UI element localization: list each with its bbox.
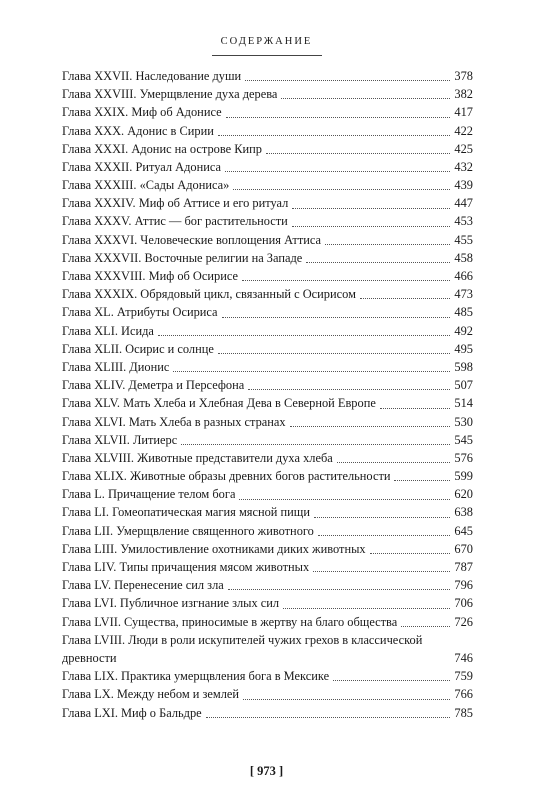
toc-entry	[62, 140, 473, 158]
toc-entry	[62, 504, 473, 522]
toc-entry	[62, 449, 473, 467]
dot-leader	[266, 149, 450, 154]
dot-leader	[218, 131, 451, 136]
toc-entry	[62, 685, 473, 703]
toc-entry	[62, 576, 473, 594]
page-number: [ 973 ]	[249, 764, 284, 778]
toc-entry-title: Глава LVIII. Люди в роли искупителей чужих грехов в классической древности	[62, 632, 423, 665]
toc-entry-page: 766	[454, 687, 473, 702]
toc-entry-page: 645	[454, 523, 473, 538]
toc-entry	[62, 322, 473, 340]
dot-leader	[325, 240, 450, 245]
toc-entry	[62, 231, 473, 249]
toc-entry	[62, 431, 473, 449]
toc-entry-title: Глава XLI. Исида	[62, 323, 154, 338]
toc-entry-page: 638	[454, 505, 473, 520]
toc-entry-title: Глава XLII. Осирис и солнце	[62, 341, 214, 356]
toc-entry	[62, 485, 473, 503]
toc-entry	[62, 631, 473, 667]
toc-entry-title: Глава LIV. Типы причащения мясом животных	[62, 560, 310, 575]
toc-entry-title: Глава XXXVI. Человеческие воплощения Аттиса	[62, 232, 322, 247]
dot-leader	[242, 276, 450, 281]
dot-leader	[313, 567, 450, 572]
toc-entry-title: Глава LVI. Публичное изгнание злых сил	[62, 596, 280, 611]
dot-leader	[158, 331, 450, 336]
toc-entry-page: 796	[454, 578, 473, 593]
toc-entry-page: 492	[454, 323, 473, 338]
toc-entry	[62, 122, 473, 140]
toc-entry-page: 759	[454, 669, 473, 684]
toc-entry-page: 447	[454, 196, 473, 211]
toc-entry-page: 382	[454, 87, 473, 102]
toc-entry-page: 746	[454, 651, 473, 665]
toc-entry-page: 530	[454, 414, 473, 429]
toc-entry	[62, 394, 473, 412]
toc-entry-page: 425	[454, 141, 473, 156]
toc-entry	[62, 158, 473, 176]
dot-leader	[226, 113, 451, 118]
toc-entry	[62, 467, 473, 485]
dot-leader	[243, 695, 450, 700]
toc-entry-title: Глава XXXIII. «Сады Адониса»	[62, 178, 230, 193]
dot-leader	[173, 367, 450, 372]
toc-entry-title: Глава XLV. Мать Хлеба и Хлебная Дева в Северной Европе	[62, 396, 376, 411]
dot-leader	[218, 349, 451, 354]
header-rule	[212, 55, 322, 56]
toc-entry-page: 514	[454, 396, 473, 411]
toc-entry	[62, 267, 473, 285]
toc-entry-page: 576	[454, 450, 473, 465]
dot-leader	[281, 94, 450, 99]
toc-entry-page: 670	[454, 541, 473, 556]
toc-entry-page: 439	[454, 178, 473, 193]
dot-leader	[314, 513, 450, 518]
toc-entry	[62, 303, 473, 321]
toc-entry-page: 378	[454, 68, 473, 83]
toc-entry-title: Глава LIII. Умилостивление охотниками диких животных	[62, 541, 366, 556]
toc-entry	[62, 667, 473, 685]
dot-leader	[318, 531, 451, 536]
dot-leader	[248, 385, 450, 390]
toc-entry	[62, 613, 473, 631]
toc-entry-page: 417	[454, 105, 473, 120]
dot-leader	[283, 604, 450, 609]
dot-leader	[401, 622, 450, 627]
toc-entry-title: Глава XXXIV. Миф об Аттисе и его ритуал	[62, 196, 289, 211]
dot-leader	[228, 585, 451, 590]
dot-leader	[225, 167, 450, 172]
running-head: СОДЕРЖАНИЕ	[220, 36, 313, 47]
toc-entry-title: Глава XXXII. Ритуал Адониса	[62, 159, 222, 174]
dot-leader	[245, 76, 450, 81]
dot-leader	[239, 495, 450, 500]
toc-entry-title: Глава XLVII. Литиерс	[62, 432, 178, 447]
toc-entry-title: Глава XLVI. Мать Хлеба в разных странах	[62, 414, 286, 429]
toc-entry-page: 495	[454, 341, 473, 356]
dot-leader	[233, 185, 450, 190]
toc-entry-page: 598	[454, 359, 473, 374]
toc-entry	[62, 558, 473, 576]
toc-entry	[62, 249, 473, 267]
toc-entry	[62, 340, 473, 358]
toc-entry-title: Глава L. Причащение телом бога	[62, 487, 236, 502]
toc-entry-page: 507	[454, 378, 473, 393]
toc-entry-title: Глава LI. Гомеопатическая магия мясной пищи	[62, 505, 310, 520]
toc-entry-page: 545	[454, 432, 473, 447]
toc-entry	[62, 413, 473, 431]
dot-leader	[394, 476, 450, 481]
toc-entry-page: 458	[454, 250, 473, 265]
toc-entry-title: Глава XLIII. Дионис	[62, 359, 170, 374]
toc-entry-title: Глава LX. Между небом и землей	[62, 687, 240, 702]
toc-entry	[62, 194, 473, 212]
dot-leader	[292, 204, 450, 209]
dot-leader	[380, 404, 451, 409]
table-of-contents	[62, 67, 473, 722]
toc-entry-page: 473	[454, 287, 473, 302]
toc-entry-page: 455	[454, 232, 473, 247]
dot-leader	[290, 422, 451, 427]
dot-leader	[337, 458, 451, 463]
toc-entry	[62, 176, 473, 194]
toc-entry-title: Глава LV. Перенесение сил зла	[62, 578, 224, 593]
toc-entry-page: 485	[454, 305, 473, 320]
toc-entry	[62, 85, 473, 103]
dot-leader	[333, 676, 450, 681]
toc-entry-page: 706	[454, 596, 473, 611]
toc-entry-page: 432	[454, 159, 473, 174]
toc-entry-title: Глава LII. Умерщвление священного животного	[62, 523, 314, 538]
toc-entry-title: Глава XXX. Адонис в Сирии	[62, 123, 214, 138]
toc-entry-title: Глава XXXI. Адонис на острове Кипр	[62, 141, 262, 156]
toc-entry-title: Глава XXXV. Аттис — бог растительности	[62, 214, 288, 229]
toc-entry-page: 453	[454, 214, 473, 229]
toc-entry-title: Глава XXXIX. Обрядовый цикл, связанный с Осирисом	[62, 287, 356, 302]
toc-entry-title: Глава XXIX. Миф об Адонисе	[62, 105, 222, 120]
toc-entry-page: 726	[454, 614, 473, 629]
toc-entry-title: Глава XXXVII. Восточные религии на Западе	[62, 250, 303, 265]
dot-leader	[222, 313, 451, 318]
toc-entry-title: Глава LXI. Миф о Бальдре	[62, 705, 202, 720]
dot-leader	[292, 222, 451, 227]
toc-entry-page: 620	[454, 487, 473, 502]
toc-entry	[62, 285, 473, 303]
dot-leader	[181, 440, 450, 445]
toc-entry-title: Глава XLVIII. Животные представители духа хлеба	[62, 450, 333, 465]
toc-entry-page: 787	[454, 560, 473, 575]
dot-leader	[206, 713, 451, 718]
toc-entry	[62, 67, 473, 85]
toc-entry-page: 599	[454, 469, 473, 484]
toc-entry-page: 466	[454, 269, 473, 284]
toc-entry-title: Глава LIX. Практика умерщвления бога в Мексике	[62, 669, 330, 684]
dot-leader	[306, 258, 450, 263]
toc-entry	[62, 704, 473, 722]
toc-entry	[62, 213, 473, 231]
toc-entry	[62, 522, 473, 540]
toc-entry-title: Глава XL. Атрибуты Осириса	[62, 305, 218, 320]
toc-entry	[62, 540, 473, 558]
dot-leader	[370, 549, 451, 554]
toc-entry-title: Глава XLIV. Деметра и Персефона	[62, 378, 245, 393]
toc-entry-page: 785	[454, 705, 473, 720]
toc-entry-title: Глава XXXVIII. Миф об Осирисе	[62, 269, 238, 284]
toc-entry-title: Глава XXVIII. Умерщвление духа дерева	[62, 87, 278, 102]
toc-entry-title: Глава XLIX. Животные образы древних богов растительности	[62, 469, 391, 484]
toc-entry	[62, 376, 473, 394]
toc-entry-page: 422	[454, 123, 473, 138]
toc-entry-title: Глава LVII. Существа, приносимые в жертву на благо общества	[62, 614, 398, 629]
toc-entry	[62, 103, 473, 121]
toc-entry	[62, 594, 473, 612]
dot-leader	[360, 294, 450, 299]
toc-entry-title: Глава XXVII. Наследование души	[62, 68, 242, 83]
toc-entry	[62, 358, 473, 376]
